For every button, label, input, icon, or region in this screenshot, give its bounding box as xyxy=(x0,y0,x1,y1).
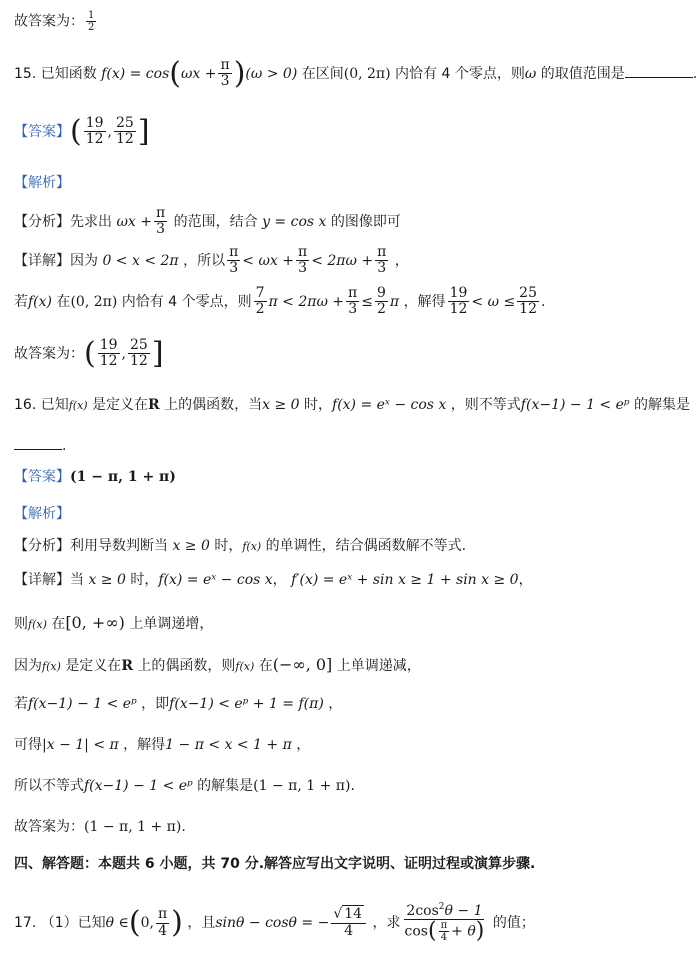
answer-tag: 【答案】 xyxy=(14,123,70,140)
analysis-tag: 【解析】 xyxy=(14,506,70,522)
analysis-line: 【分析】利用导数判断当 x ≥ 0 时，f(x) 的单调性，结合偶函数解不等式. xyxy=(14,538,467,554)
answer-label: 故答案为： xyxy=(14,13,84,30)
detail-line: 若f(x−1) − 1 < eᵖ ，即f(x−1) < eᵖ + 1 = f(π) ， xyxy=(14,696,343,712)
answer-15: 【答案】( $\frac{19}{12}$ , $\frac{25}{12}$ ] xyxy=(14,113,150,149)
fraction: $2\cos^2\theta - 1$ cos( $\frac{\pi}{4}$ + θ) xyxy=(404,902,485,944)
detail-line: 若f(x) 在(0, 2π) 内恰有 4 个零点，则 $\frac{7}{2}$ π < 2πω + $\frac{\pi}{3}$ ≤ $\frac{9}{2}$ π ，解得 $\frac{19}{12}$ < ω ≤ $\frac{25}{12}$ . xyxy=(14,285,546,318)
detail-line: 【详解】当 x ≥ 0 时，f(x) = eˣ − cos x， f′(x) = eˣ + sin x ≥ 1 + sin x ≥ 0， xyxy=(14,572,533,588)
detail-line: 【详解】因为 0 < x < 2π ，所以 $\frac{\pi}{3}$ < ωx + $\frac{\pi}{3}$ < 2πω + $\frac{\pi}{3}$ ， xyxy=(14,244,409,277)
fraction: $\frac{1}{2}$ xyxy=(88,10,95,33)
analysis-line: 【分析】先求出 ωx + $\frac{\pi}{3}$ 的范围，结合 y = cos x 的图像即可 xyxy=(14,205,401,238)
answer-blank xyxy=(14,437,62,450)
detail-line: 则f(x) 在[0, +∞) 上单调递增， xyxy=(14,613,214,632)
final-answer-line: 故答案为：( $\frac{19}{12}$ , $\frac{25}{12}$ ] xyxy=(14,335,164,371)
question-16: 16. 已知f(x) 是定义在R 上的偶函数，当x ≥ 0 时，f(x) = eˣ − cos x ，则不等式f(x−1) − 1 < eᵖ 的解集是 xyxy=(14,397,690,413)
answer-blank xyxy=(625,65,693,78)
prev-answer-line xyxy=(14,10,98,33)
answer-tag: 【答案】 xyxy=(14,469,70,485)
fraction: $\frac{\pi}{3}$ xyxy=(220,57,230,90)
question-17: 17. （1）已知θ ∈(0, $\frac{\pi}{4}$ ) ，且sinθ − cosθ = − $\frac{√ 14}{4}$ ，求 $2\cos^2\theta - 1$ cos( $\frac{\pi}{4}$ + θ) 的值； xyxy=(14,902,535,944)
section-heading: 四、解答题：本题共 6 小题，共 70 分.解答应写出文字说明、证明过程或演算步骤. xyxy=(14,856,536,872)
question-16-blank: . xyxy=(14,437,66,453)
question-15: 15. 已知函数 f(x) = cos(ωx + $\frac{\pi}{3}$ )(ω > 0) 在区间(0, 2π) 内恰有 4 个零点，则ω 的取值范围是 . xyxy=(14,55,697,91)
detail-line: 可得|x − 1| < π ，解得1 − π < x < 1 + π ， xyxy=(14,737,311,753)
detail-line: 因为f(x) 是定义在R 上的偶函数，则f(x) 在(−∞, 0] 上单调递减， xyxy=(14,655,421,674)
detail-line: 所以不等式f(x−1) − 1 < eᵖ 的解集是(1 − π, 1 + π). xyxy=(14,778,355,794)
answer-16: 【答案】(1 − π, 1 + π) xyxy=(14,469,176,485)
final-answer-line: 故答案为：(1 − π, 1 + π). xyxy=(14,819,186,835)
analysis-tag: 【解析】 xyxy=(14,175,70,191)
